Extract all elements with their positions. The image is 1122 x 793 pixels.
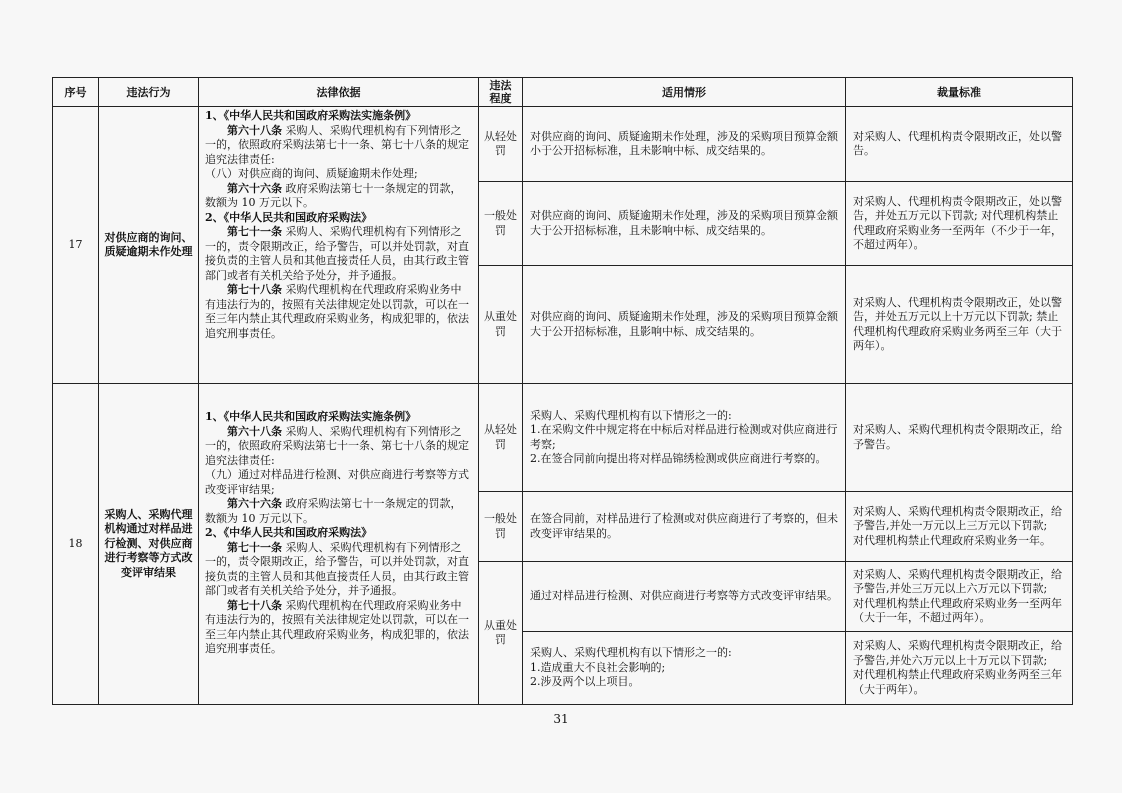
law-article [205,124,472,168]
table-row [53,107,1073,182]
legal-basis [199,384,479,705]
header-standard: 裁量标准 [846,78,1073,107]
article-title: 第六十八条 [227,123,282,137]
situation-cell: 通过对样品进行检测、对供应商进行考察等方式改变评审结果。 [523,562,846,632]
standard-cell: 对采购人、采购代理机构责令限期改正，给予警告,并处六万元以上十万元以下罚款; 对代理机构禁止代理政府采购业务两至三年（大于两年）。 [846,632,1073,705]
degree-light: 从轻处罚 [479,107,523,182]
degree-heavy: 从重处罚 [479,266,523,384]
header-num: 序号 [53,78,99,107]
situation-cell: 对供应商的询问、质疑逾期未作处理，涉及的采购项目预算金额大于公开招标标准，且未影响中标、成交结果的。 [523,182,846,266]
page-number: 31 [553,712,569,726]
situation-cell: 采购人、采购代理机构有以下情形之一的: 1.造成重大不良社会影响的; 2.涉及两个以上项目。 [523,632,846,705]
row-number: 18 [53,384,99,705]
article-text: 政府采购法第七十一条规定的罚款，数额为 10 万元以下。 [205,497,462,525]
article-title: 第六十六条 [227,497,282,510]
law-heading: 2、《中华人民共和国政府采购法》 [205,526,373,539]
law-article [205,541,472,599]
article-text: 采购人、采购代理机构有下列情形之一的，责令限期改正，给予警告，可以并处罚款，对直接负责的主管人员和其他直接责任人员，由其行政主管部门或者有关机关给予处分，并予通报。 [205,540,469,597]
violation-behavior: 对供应商的询问、质疑逾期未作处理 [99,107,199,384]
header-behavior: 违法行为 [99,78,199,107]
degree-normal: 一般处罚 [479,492,523,562]
degree-normal: 一般处罚 [479,182,523,266]
article-title: 第七十八条 [227,283,282,296]
law-article [205,283,472,341]
article-text: 采购人、采购代理机构有下列情形之一的，责令限期改正，给予警告，可以并处罚款，对直接负责的主管人员和其他直接责任人员，由其行政主管部门或者有关机关给予处分，并予通报。 [205,225,469,282]
standard-cell: 对采购人、代理机构责令限期改正，处以警告，并处五万元以下罚款; 对代理机构禁止代理政府采购业务一至两年（不少于一年，不超过两年）。 [846,182,1073,266]
article-text: 采购代理机构在代理政府采购业务中有违法行为的，按照有关法律规定处以罚款，可以在一至三年内禁止其代理政府采购业务，构成犯罪的，依法追究刑事责任。 [205,598,469,655]
standard-cell: 对采购人、代理机构责令限期改正，处以警告。 [846,107,1073,182]
header-basis: 法律依据 [199,78,479,107]
standard-cell: 对采购人、代理机构责令限期改正，处以警告，并处五万元以上十万元以下罚款; 禁止代理机构代理政府采购业务两至三年（大于两年）。 [846,266,1073,384]
article-title: 第七十一条 [227,540,282,554]
row-number: 17 [53,107,99,384]
violation-behavior: 采购人、采购代理机构通过对样品进行检测、对供应商进行考察等方式改变评审结果 [99,384,199,705]
situation-cell: 在签合同前，对样品进行了检测或对供应商进行了考察的，但未改变评审结果的。 [523,492,846,562]
law-item: （八）对供应商的询问、质疑逾期未作处理; [205,167,418,180]
standard-cell: 对采购人、采购代理机构责令限期改正，给予警告,并处一万元以上三万元以下罚款; 对代理机构禁止代理政府采购业务一年。 [846,492,1073,562]
article-text: 采购人、采购代理机构有下列情形之一的，依照政府采购法第七十一条、第七十八条的规定追究法律责任: [205,424,469,467]
article-title: 第六十六条 [227,181,282,195]
article-title: 第六十八条 [227,424,282,438]
article-text: 采购人、采购代理机构有下列情形之一的，依照政府采购法第七十一条、第七十八条的规定追究法律责任: [205,123,469,166]
article-title: 第七十一条 [227,225,282,238]
standard-cell: 对采购人、采购代理机构责令限期改正，给予警告。 [846,384,1073,492]
law-article [205,225,472,283]
law-article [205,599,472,657]
legal-basis [199,107,479,384]
law-item: （九）通过对样品进行检测、对供应商进行考察等方式改变评审结果; [205,468,469,496]
article-text: 政府采购法第七十一条规定的罚款，数额为 10 万元以下。 [205,181,462,209]
situation-cell: 对供应商的询问、质疑逾期未作处理，涉及的采购项目预算金额大于公开招标标准，且影响中标、成交结果的。 [523,266,846,384]
degree-heavy: 从重处罚 [479,562,523,705]
law-heading: 1、《中华人民共和国政府采购法实施条例》 [205,109,417,122]
law-heading: 1、《中华人民共和国政府采购法实施条例》 [205,410,417,423]
situation-cell: 采购人、采购代理机构有以下情形之一的: 1.在采购文件中规定将在中标后对样品进行检测或对供应商进行考察; 2.在签合同前向提出将对样品锦绣检测或供应商进行考察的。 [523,384,846,492]
header-degree: 违法程度 [479,78,523,107]
degree-light: 从轻处罚 [479,384,523,492]
law-article [205,182,472,211]
penalty-table [52,77,1073,705]
table-row [53,384,1073,492]
law-article [205,497,472,526]
law-heading: 2、《中华人民共和国政府采购法》 [205,210,373,224]
article-text: 采购代理机构在代理政府采购业务中有违法行为的，按照有关法律规定处以罚款，可以在一至三年内禁止其代理政府采购业务，构成犯罪的，依法追究刑事责任。 [205,283,469,340]
article-title: 第七十八条 [227,598,282,612]
header-situation: 适用情形 [523,78,846,107]
header-row [53,78,1073,107]
standard-cell: 对采购人、采购代理机构责令限期改正，给予警告,并处三万元以上六万元以下罚款; 对代理机构禁止代理政府采购业务一至两年（大于一年，不超过两年）。 [846,562,1073,632]
law-article [205,425,472,469]
situation-cell: 对供应商的询问、质疑逾期未作处理，涉及的采购项目预算金额小于公开招标标准，且未影响中标、成交结果的。 [523,107,846,182]
